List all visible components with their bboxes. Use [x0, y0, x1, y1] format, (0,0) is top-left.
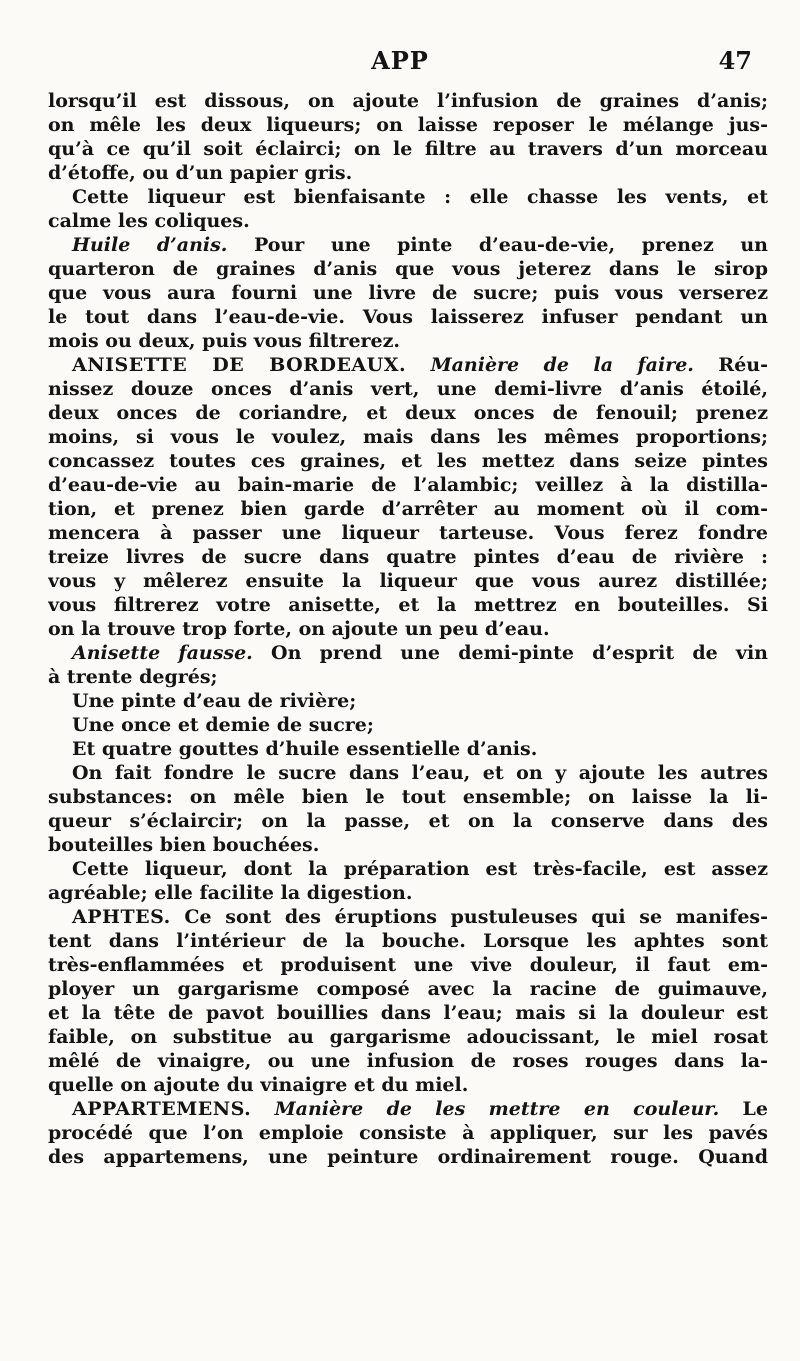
line-text: d’eau-de-vie au bain-marie de l’alambic; veillez à la distilla-	[48, 474, 768, 496]
page-header	[0, 44, 800, 84]
line-text: Pour une pinte d’eau-de-vie, prenez un	[227, 234, 768, 256]
sub-entry-heading: Huile d’anis.	[72, 234, 228, 256]
text-line	[48, 569, 768, 593]
line-text: Ce sont des éruptions pustuleuses qui se manifes-	[170, 906, 768, 928]
text-line	[48, 593, 768, 617]
text-line	[48, 545, 768, 569]
line-text: très-enflammées et produisent une vive douleur, il faut em-	[48, 954, 768, 976]
text-line	[48, 881, 768, 905]
line-text: moins, si vous le voulez, mais dans les mêmes proportions;	[48, 426, 768, 448]
text-line	[48, 305, 768, 329]
text-line	[48, 401, 768, 425]
text-line	[48, 1145, 768, 1169]
line-text: procédé que l’on emploie consiste à appliquer, sur les pavés	[48, 1122, 768, 1144]
text-line	[48, 785, 768, 809]
line-text: concassez toutes ces graines, et les mettez dans seize pintes	[48, 450, 768, 472]
line-text: mencera à passer une liqueur tarteuse. Vous ferez fondre	[48, 522, 768, 544]
line-text: ployer un gargarisme composé avec la racine de guimauve,	[48, 978, 768, 1000]
line-text: bouteilles bien bouchées.	[48, 834, 320, 856]
line-text: On fait fondre le sucre dans l’eau, et on y ajoute les autres	[72, 762, 768, 784]
text-line	[48, 353, 768, 377]
running-head: APP	[371, 46, 429, 75]
line-text: faible, on substitue au gargarisme adoucissant, le miel rosat	[48, 1026, 768, 1048]
line-text: d’étoffe, ou d’un papier gris.	[48, 162, 353, 184]
line-text: quarteron de graines d’anis que vous jeterez dans le sirop	[48, 258, 768, 280]
line-text: Le	[719, 1098, 768, 1120]
entry-heading: ANISETTE DE BORDEAUX.	[72, 354, 407, 376]
text-line	[48, 1001, 768, 1025]
text-line	[48, 1049, 768, 1073]
text-line	[48, 833, 768, 857]
line-text: Et quatre gouttes d’huile essentielle d’anis.	[72, 738, 538, 760]
text-line	[48, 161, 768, 185]
line-text: agréable; elle facilite la digestion.	[48, 882, 413, 904]
text-line	[48, 617, 768, 641]
line-text: on la trouve trop forte, on ajoute un peu d’eau.	[48, 618, 550, 640]
line-text: queur s’éclaircir; on la passe, et on la conserve dans des	[48, 810, 768, 832]
text-line	[48, 1025, 768, 1049]
line-text: et la tête de pavot bouillies dans l’eau; mais si la douleur est	[48, 1002, 768, 1024]
text-line	[48, 1073, 768, 1097]
text-line	[48, 233, 768, 257]
line-text: calme les coliques.	[48, 210, 250, 232]
line-text: treize livres de sucre dans quatre pintes d’eau de rivière :	[48, 546, 768, 568]
entry-subtitle: Manière de les mettre en couleur.	[251, 1098, 720, 1120]
line-text: mois ou deux, puis vous filtrerez.	[48, 330, 401, 352]
text-line	[48, 713, 768, 737]
line-text: on mêle les deux liqueurs; on laisse reposer le mélange jus-	[48, 114, 768, 136]
text-line	[48, 857, 768, 881]
text-line	[48, 329, 768, 353]
text-line	[48, 185, 768, 209]
line-text: Une pinte d’eau de rivière;	[72, 690, 357, 712]
line-text: que vous aura fourni une livre de sucre; puis vous verserez	[48, 282, 768, 304]
text-line	[48, 1121, 768, 1145]
text-body	[48, 89, 768, 1169]
text-line	[48, 977, 768, 1001]
line-text: qu’à ce qu’il soit éclairci; on le filtre au travers d’un morceau	[48, 138, 768, 160]
text-line	[48, 377, 768, 401]
text-line	[48, 113, 768, 137]
text-line	[48, 929, 768, 953]
text-line	[48, 425, 768, 449]
entry-heading: APHTES.	[72, 906, 171, 928]
text-line	[48, 737, 768, 761]
text-line	[48, 89, 768, 113]
line-text: à trente degrés;	[48, 666, 218, 688]
line-text: deux onces de coriandre, et deux onces de fenouil; prenez	[48, 402, 768, 424]
text-line	[48, 497, 768, 521]
line-text: Cette liqueur est bienfaisante : elle chasse les vents, et	[72, 186, 768, 208]
page-number: 47	[718, 46, 752, 75]
text-line	[48, 1097, 768, 1121]
text-line	[48, 281, 768, 305]
text-line	[48, 521, 768, 545]
text-line	[48, 905, 768, 929]
text-line	[48, 953, 768, 977]
line-text: substances: on mêle bien le tout ensemble; on laisse la li-	[48, 786, 768, 808]
line-text: tent dans l’intérieur de la bouche. Lorsque les aphtes sont	[48, 930, 768, 952]
line-text: Cette liqueur, dont la préparation est très-facile, est assez	[72, 858, 768, 880]
line-text: mêlé de vinaigre, ou une infusion de roses rouges dans la-	[48, 1050, 768, 1072]
text-line	[48, 257, 768, 281]
line-text: quelle on ajoute du vinaigre et du miel.	[48, 1074, 469, 1096]
line-text: le tout dans l’eau-de-vie. Vous laisserez infuser pendant un	[48, 306, 768, 328]
line-text: vous filtrerez votre anisette, et la mettrez en bouteilles. Si	[48, 594, 768, 616]
text-line	[48, 449, 768, 473]
text-line	[48, 761, 768, 785]
text-line	[48, 641, 768, 665]
line-text: lorsqu’il est dissous, on ajoute l’infusion de graines d’anis;	[48, 90, 768, 112]
text-line	[48, 689, 768, 713]
line-text: nissez douze onces d’anis vert, une demi-livre d’anis étoilé,	[48, 378, 768, 400]
text-line	[48, 137, 768, 161]
text-line	[48, 665, 768, 689]
text-line	[48, 473, 768, 497]
text-line	[48, 809, 768, 833]
line-text: vous y mêlerez ensuite la liqueur que vous aurez distillée;	[48, 570, 768, 592]
line-text: Une once et demie de sucre;	[72, 714, 374, 736]
line-text: des appartemens, une peinture ordinairement rouge. Quand	[48, 1146, 768, 1168]
line-text: Réu-	[693, 354, 768, 376]
text-line	[48, 209, 768, 233]
line-text: tion, et prenez bien garde d’arrêter au moment où il com-	[48, 498, 768, 520]
entry-subtitle: Manière de la faire.	[406, 354, 694, 376]
entry-heading: APPARTEMENS.	[72, 1098, 252, 1120]
sub-entry-heading: Anisette fausse.	[72, 642, 253, 664]
line-text: On prend une demi-pinte d’esprit de vin	[252, 642, 768, 664]
